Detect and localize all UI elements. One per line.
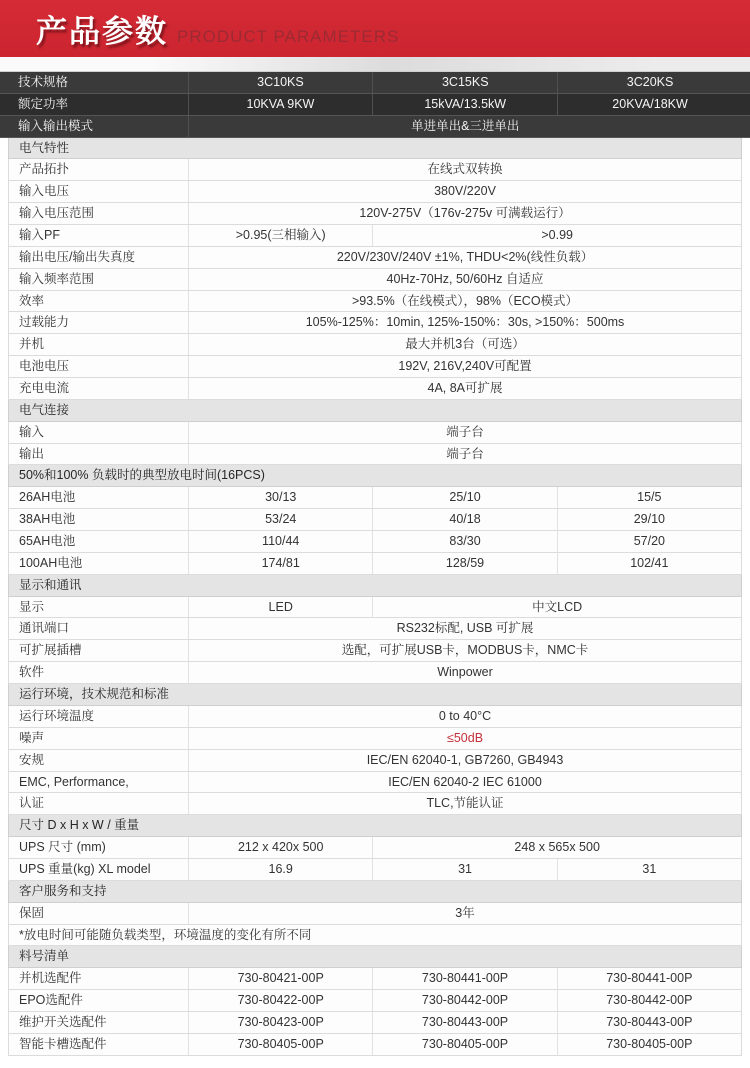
row-label: UPS 尺寸 (mm) — [19, 840, 106, 855]
table-row — [8, 159, 742, 181]
row-value-cell: 3C10KS — [188, 72, 373, 93]
table-row — [8, 312, 742, 334]
section-header-row — [8, 946, 742, 968]
table-row — [8, 990, 742, 1012]
row-value-cell: 选配，可扩展USB卡，MODBUS卡，NMC卡 — [188, 640, 741, 661]
table-row — [8, 706, 742, 728]
row-label: 产品拓扑 — [19, 162, 70, 177]
row-value-cell: 730-80442-00P — [372, 990, 556, 1011]
row-value-cell: IEC/EN 62040-1, GB7260, GB4943 — [188, 750, 741, 771]
row-label: EMC, Performance, — [19, 774, 129, 789]
row-label: 输入PF — [19, 228, 60, 243]
row-value-cell: 40Hz-70Hz, 50/60Hz 自适应 — [188, 269, 741, 290]
row-label: 26AH电池 — [19, 490, 76, 505]
row-value-cell: 120V-275V（176v-275v 可满载运行） — [188, 203, 741, 224]
table-row — [8, 1034, 742, 1056]
row-value-cell: 730-80442-00P — [557, 990, 741, 1011]
table-row — [8, 203, 742, 225]
row-value-cell: 15/5 — [557, 487, 741, 508]
section-title: 运行环境，技术规范和标准 — [19, 687, 170, 702]
banner — [0, 0, 750, 57]
row-value-cell: 57/20 — [557, 531, 741, 552]
row-label: 额定功率 — [18, 96, 69, 111]
section-title: 料号清单 — [19, 949, 70, 964]
footnote-row — [8, 925, 742, 947]
banner-shadow-strip — [0, 57, 750, 72]
table-row — [8, 291, 742, 313]
row-value-cell: 53/24 — [188, 509, 372, 530]
row-label: 噪声 — [19, 730, 45, 745]
row-value-cell: 105%-125%：10min, 125%-150%：30s, >150%：500ms — [188, 312, 741, 333]
row-label: 认证 — [19, 796, 45, 811]
section-title: 客户服务和支持 — [19, 883, 107, 898]
row-label: 输入输出模式 — [18, 118, 94, 133]
row-value-cell: 20KVA/18KW — [557, 94, 742, 115]
row-label: 输出 — [19, 446, 45, 461]
table-row — [8, 597, 742, 619]
row-value-cell: 端子台 — [188, 444, 741, 465]
table-row — [8, 859, 742, 881]
row-label: 充电电流 — [19, 381, 70, 396]
row-label: 38AH电池 — [19, 512, 76, 527]
row-label: 输入电压 — [19, 184, 70, 199]
row-value-cell: 730-80443-00P — [557, 1012, 741, 1033]
section-header-row — [8, 684, 742, 706]
row-value-cell: 10KVA 9KW — [188, 94, 373, 115]
table-row — [8, 378, 742, 400]
row-value-cell: 110/44 — [188, 531, 372, 552]
row-value-cell: 单进单出&三进单出 — [188, 116, 742, 137]
table-row — [8, 444, 742, 466]
page-subtitle: PRODUCT PARAMETERS — [177, 26, 400, 46]
row-value-cell: 端子台 — [188, 422, 741, 443]
row-value-cell: 212 x 420x 500 — [188, 837, 372, 858]
row-value-cell: 31 — [557, 859, 741, 880]
row-value-cell: 3C15KS — [372, 72, 557, 93]
model-header-row — [0, 94, 750, 116]
section-title: 电气特性 — [19, 140, 70, 155]
row-value-cell: 730-80441-00P — [372, 968, 556, 989]
row-value-cell: 102/41 — [557, 553, 741, 574]
table-row — [8, 422, 742, 444]
row-label: 并机 — [19, 337, 45, 352]
row-label: 输入电压范围 — [19, 206, 95, 221]
table-row — [8, 728, 742, 750]
row-value-cell: 25/10 — [372, 487, 556, 508]
section-header-row — [8, 575, 742, 597]
row-label: 65AH电池 — [19, 534, 76, 549]
table-row — [8, 793, 742, 815]
row-label: 保固 — [19, 905, 45, 920]
section-title: 尺寸 D x H x W / 重量 — [19, 818, 140, 833]
row-value-cell: 730-80422-00P — [188, 990, 372, 1011]
section-header-row — [8, 815, 742, 837]
row-value-cell: 在线式双转换 — [188, 159, 741, 180]
row-value-cell: ≤50dB — [188, 728, 741, 749]
section-header-row — [8, 465, 742, 487]
row-label: 可扩展插槽 — [19, 643, 82, 658]
row-value-cell: 730-80405-00P — [372, 1034, 556, 1055]
row-label: EPO选配件 — [19, 993, 83, 1008]
table-row — [8, 509, 742, 531]
row-value-cell: LED — [188, 597, 372, 618]
row-value-cell: 最大并机3台（可选） — [188, 334, 741, 355]
row-label: 通讯端口 — [19, 621, 70, 636]
table-row — [8, 750, 742, 772]
table-row — [8, 618, 742, 640]
row-value-cell: 730-80421-00P — [188, 968, 372, 989]
section-header-row — [8, 138, 742, 160]
table-row — [8, 553, 742, 575]
row-value-cell: RS232标配, USB 可扩展 — [188, 618, 741, 639]
footnote-text: *放电时间可能随负载类型，环境温度的变化有所不同 — [19, 927, 312, 942]
row-value-cell: >93.5%（在线模式），98%（ECO模式） — [188, 291, 741, 312]
table-row — [8, 225, 742, 247]
row-value-cell: 730-80441-00P — [557, 968, 741, 989]
section-header-row — [8, 881, 742, 903]
table-row — [8, 640, 742, 662]
row-label: 100AH电池 — [19, 555, 83, 570]
row-value-cell: 0 to 40°C — [188, 706, 741, 727]
row-label: 维护开关选配件 — [19, 1014, 107, 1029]
row-value-cell: IEC/EN 62040-2 IEC 61000 — [188, 772, 741, 793]
row-value-cell: 174/81 — [188, 553, 372, 574]
table-row — [8, 837, 742, 859]
row-value-cell: 15kVA/13.5kW — [372, 94, 557, 115]
table-row — [8, 356, 742, 378]
row-value-cell: 16.9 — [188, 859, 372, 880]
row-value-cell: 31 — [372, 859, 556, 880]
row-value-cell: Winpower — [188, 662, 741, 683]
row-label: 输入频率范围 — [19, 271, 95, 286]
row-value-cell: 220V/230V/240V ±1%, THDU<2%(线性负载） — [188, 247, 741, 268]
row-label: 安规 — [19, 752, 45, 767]
table-row — [8, 968, 742, 990]
row-value-cell: 30/13 — [188, 487, 372, 508]
model-header-row — [0, 116, 750, 138]
row-label: 效率 — [19, 293, 45, 308]
row-label: 软件 — [19, 665, 45, 680]
row-label: 过载能力 — [19, 315, 70, 330]
row-label: UPS 重量(kg) XL model — [19, 861, 151, 876]
row-label: 输入 — [19, 424, 45, 439]
section-header-row — [8, 400, 742, 422]
table-row — [8, 181, 742, 203]
row-value-cell: 730-80443-00P — [372, 1012, 556, 1033]
row-label: 技术规格 — [18, 75, 69, 89]
row-value-cell: >0.99 — [372, 225, 741, 246]
spec-table — [0, 72, 750, 1056]
table-row — [8, 269, 742, 291]
row-value-cell: 3C20KS — [557, 72, 742, 93]
row-label: 输出电压/输出失真度 — [19, 249, 135, 264]
row-label: 电池电压 — [19, 359, 70, 374]
table-row — [8, 247, 742, 269]
row-value-cell: 4A, 8A可扩展 — [188, 378, 741, 399]
model-header-row — [0, 72, 750, 94]
table-row — [8, 334, 742, 356]
section-title: 显示和通讯 — [19, 577, 82, 592]
table-row — [8, 531, 742, 553]
table-row — [8, 772, 742, 794]
table-row — [8, 487, 742, 509]
row-value-cell: 730-80423-00P — [188, 1012, 372, 1033]
table-row — [8, 1012, 742, 1034]
row-value-cell: 248 x 565x 500 — [372, 837, 741, 858]
row-value-cell: 380V/220V — [188, 181, 741, 202]
row-value-cell: 40/18 — [372, 509, 556, 530]
row-label: 显示 — [19, 599, 45, 614]
page-title: 产品参数 — [36, 14, 168, 49]
row-value-cell: 83/30 — [372, 531, 556, 552]
table-row — [8, 903, 742, 925]
row-label: 并机选配件 — [19, 971, 82, 986]
row-value-cell: 29/10 — [557, 509, 741, 530]
row-label: 智能卡槽选配件 — [19, 1036, 107, 1051]
table-row — [8, 662, 742, 684]
row-value-cell: 730-80405-00P — [188, 1034, 372, 1055]
row-value-cell: 3年 — [188, 903, 741, 924]
row-value-cell: 中文LCD — [372, 597, 741, 618]
row-value-cell: 730-80405-00P — [557, 1034, 741, 1055]
section-title: 50%和100% 负载时的典型放电时间(16PCS) — [19, 468, 265, 483]
section-title: 电气连接 — [19, 402, 70, 417]
row-value-cell: TLC,节能认证 — [188, 793, 741, 814]
row-value-cell: 192V, 216V,240V可配置 — [188, 356, 741, 377]
row-label: 运行环境温度 — [19, 708, 95, 723]
row-value-cell: >0.95(三相输入) — [188, 225, 372, 246]
row-value-cell: 128/59 — [372, 553, 556, 574]
